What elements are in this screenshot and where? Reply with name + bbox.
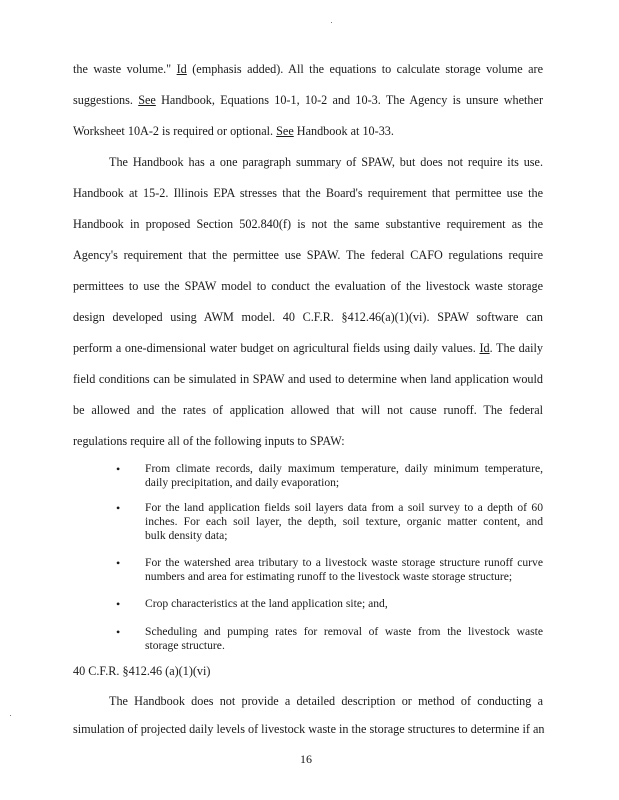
- paragraph-3-line-1: The Handbook does not provide a detailed description or method of conducting a: [109, 694, 543, 708]
- scan-speck: [331, 22, 332, 23]
- paragraph-2-line-10: regulations require all of the following inputs to SPAW:: [73, 434, 345, 448]
- paragraph-2-line-7: perform a one-dimensional water budget on agricultural fields using daily values. Id. The daily: [73, 341, 543, 355]
- paragraph-1-line-2: suggestions. See Handbook, Equations 10-1, 10-2 and 10-3. The Agency is unsure whether: [73, 93, 543, 107]
- bullet-line: daily precipitation, and daily evaporation;: [145, 476, 340, 489]
- bullet-glyph: •: [116, 597, 121, 611]
- page-number: 16: [300, 752, 312, 766]
- bullet-line: storage structure.: [145, 639, 225, 652]
- paragraph-2-line-6: design developed using AWM model. 40 C.F.R. §412.46(a)(1)(vi). SPAW software can: [73, 310, 543, 324]
- bullet-line: bulk density data;: [145, 529, 228, 542]
- bullet-line: From climate records, daily maximum temperature, daily minimum temperature,: [145, 462, 543, 475]
- id-citation: Id: [176, 62, 187, 76]
- paragraph-2-line-9: be allowed and the rates of application allowed that will not cause runoff. The federal: [73, 403, 543, 417]
- bullet-glyph: •: [116, 625, 121, 639]
- see-citation: See: [276, 124, 294, 138]
- bullet-line: inches. For each soil layer, the depth, soil texture, organic matter content, and: [145, 515, 543, 528]
- paragraph-3-line-2: simulation of projected daily levels of livestock waste in the storage structures to determine if an: [73, 722, 545, 736]
- scan-speck: [10, 715, 11, 716]
- bullet-line: For the land application fields soil layers data from a soil survey to a depth of 60: [145, 501, 543, 514]
- paragraph-2-line-5: permittees to use the SPAW model to conduct the evaluation of the livestock waste storage: [73, 279, 543, 293]
- bullet-glyph: •: [116, 556, 121, 570]
- see-citation: See: [138, 93, 156, 107]
- id-citation: Id: [479, 341, 490, 355]
- paragraph-2-line-4: Agency's requirement that the permittee use SPAW. The federal CAFO regulations require: [73, 248, 543, 262]
- bullet-glyph: •: [116, 501, 121, 515]
- paragraph-2-line-8: field conditions can be simulated in SPAW and used to determine when land application would: [73, 372, 543, 386]
- paragraph-2-line-3: Handbook in proposed Section 502.840(f) is not the same substantive requirement as the: [73, 217, 543, 231]
- bullet-glyph: •: [116, 462, 121, 476]
- regulation-citation: 40 C.F.R. §412.46 (a)(1)(vi): [73, 664, 211, 678]
- paragraph-2-line-2: Handbook at 15-2. Illinois EPA stresses that the Board's requirement that permittee use the: [73, 186, 543, 200]
- paragraph-2-line-1: The Handbook has a one paragraph summary of SPAW, but does not require its use.: [109, 155, 543, 169]
- paragraph-1-line-3: Worksheet 10A-2 is required or optional. See Handbook at 10-33.: [73, 124, 394, 138]
- paragraph-1-line-1: the waste volume." Id (emphasis added). All the equations to calculate storage volume are: [73, 62, 543, 76]
- bullet-line: numbers and area for estimating runoff to the livestock waste storage structure;: [145, 570, 513, 583]
- bullet-line: Crop characteristics at the land application site; and,: [145, 597, 388, 610]
- bullet-line: For the watershed area tributary to a livestock waste storage structure runoff curve: [145, 556, 543, 569]
- bullet-line: Scheduling and pumping rates for removal of waste from the livestock waste: [145, 625, 543, 638]
